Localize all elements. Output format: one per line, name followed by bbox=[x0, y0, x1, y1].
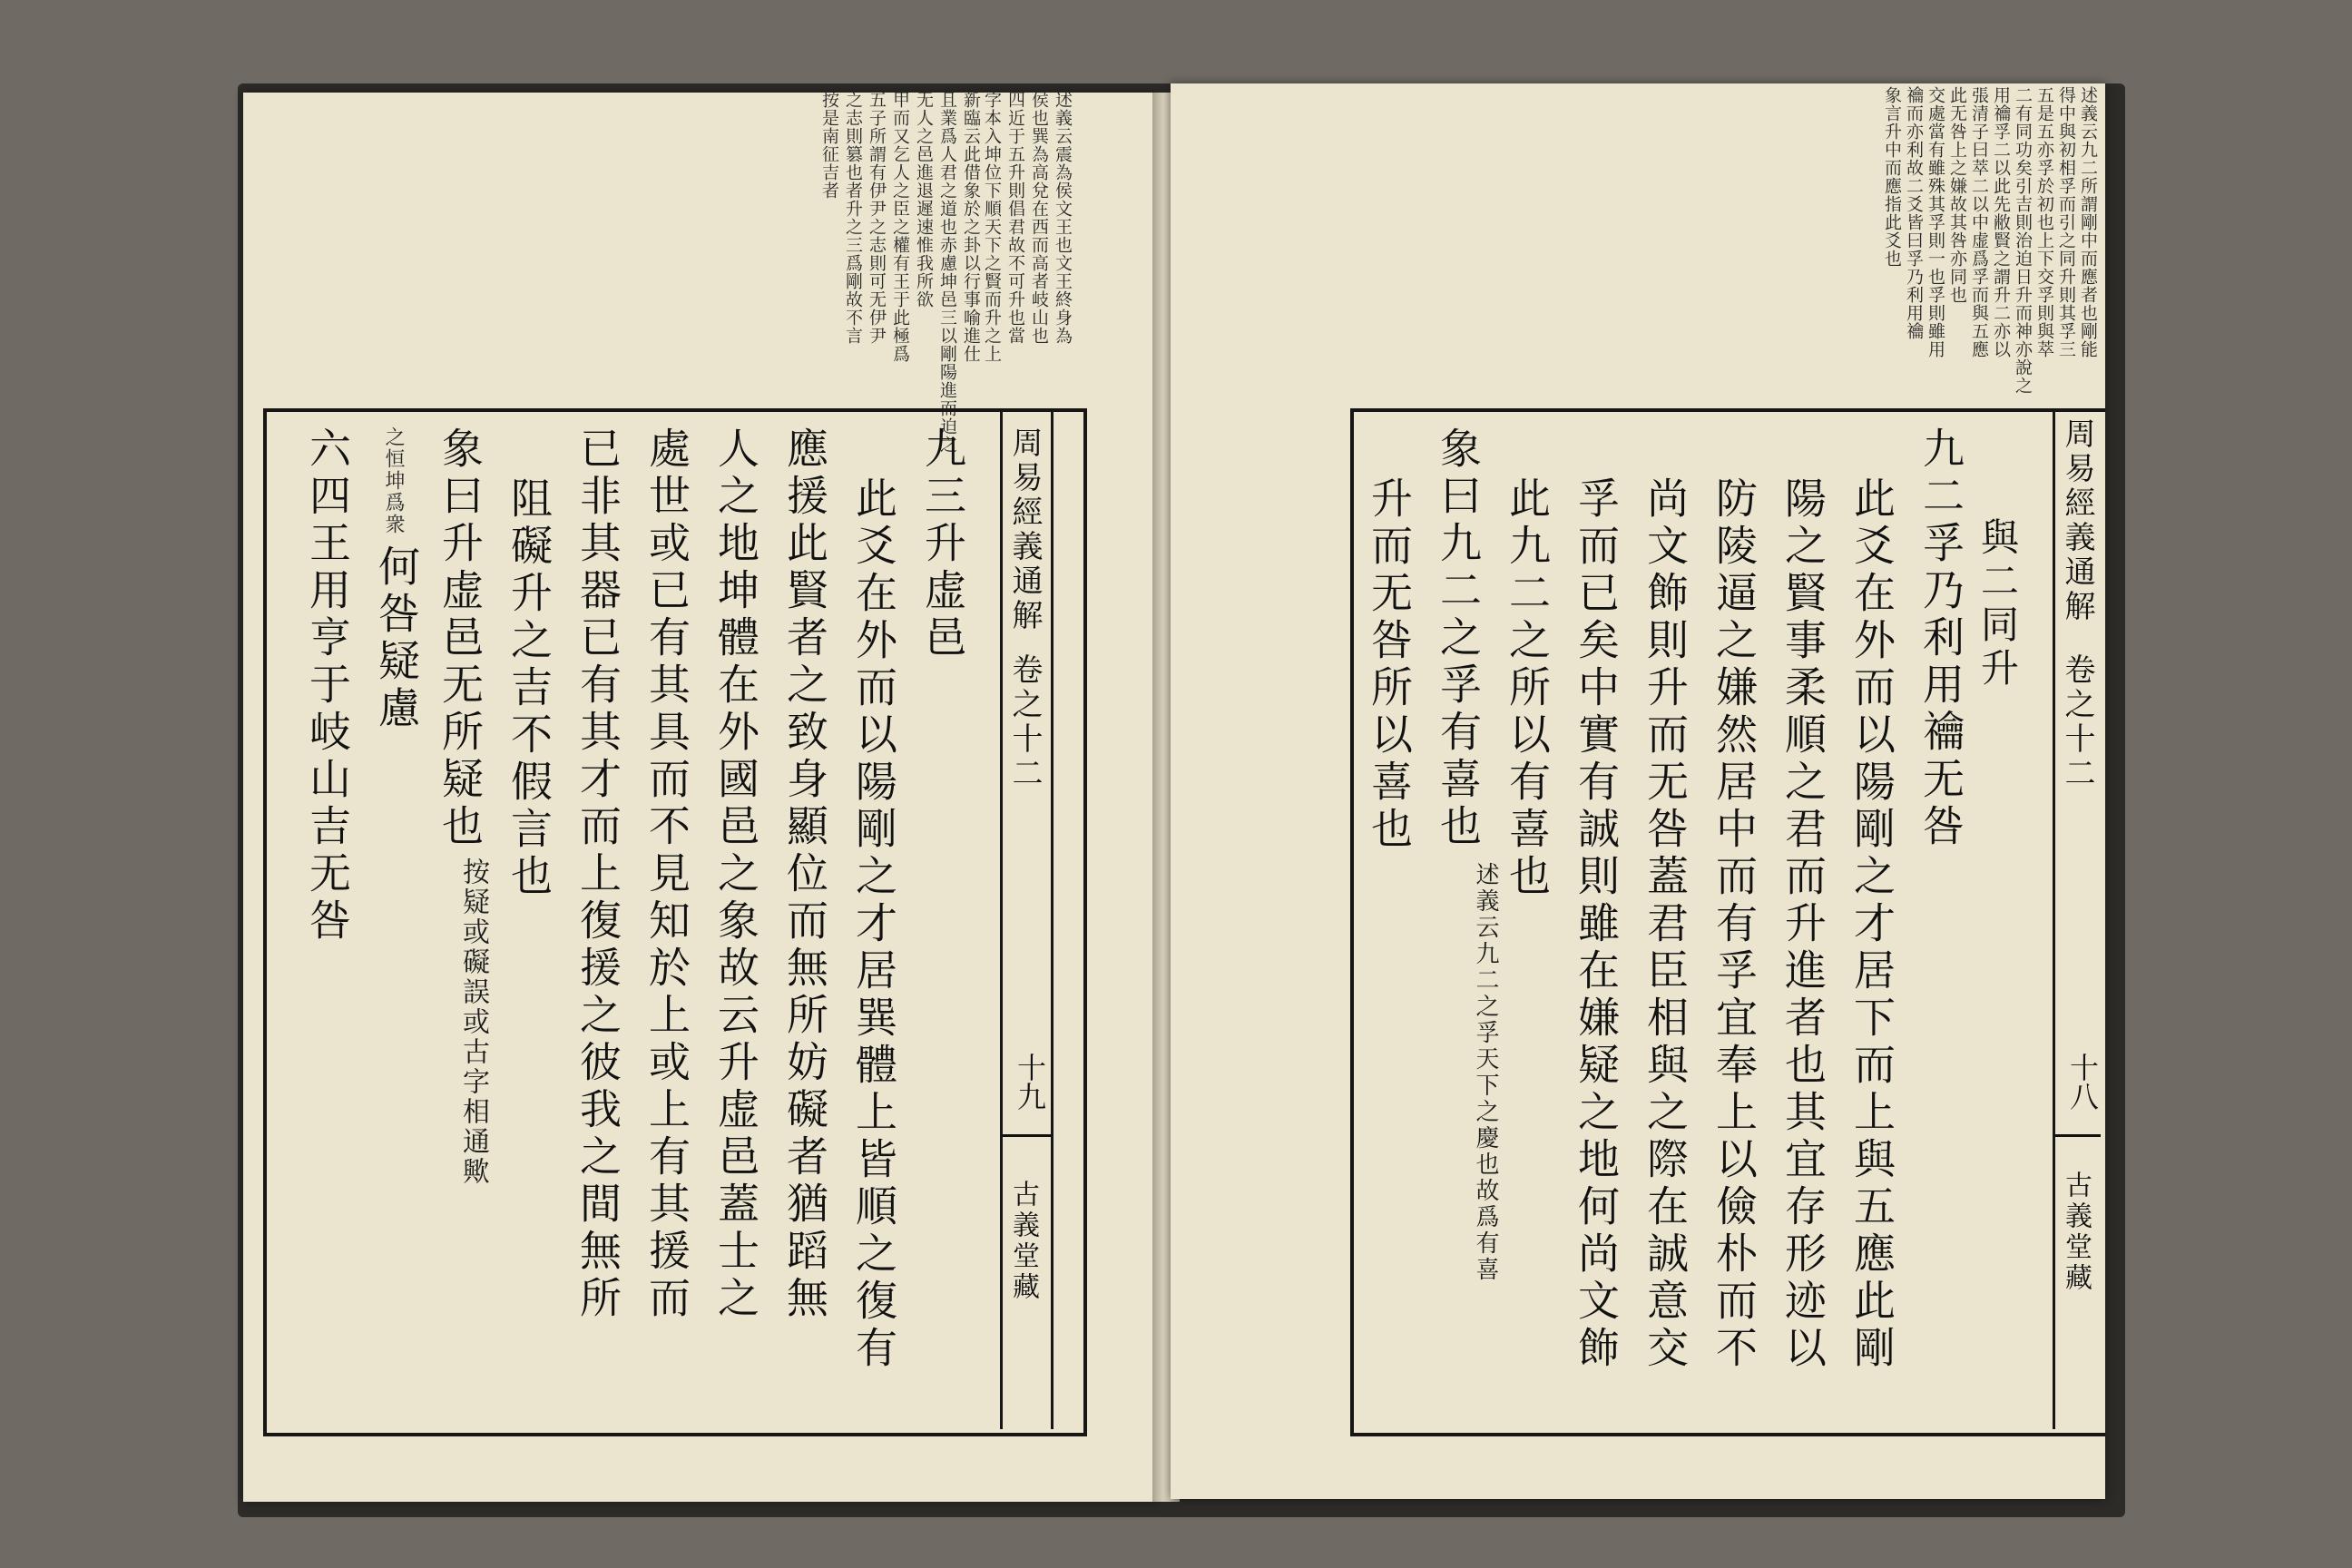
spine-volume: 卷之十二 bbox=[2059, 653, 2095, 791]
left-margin-notes-b bbox=[726, 91, 1071, 454]
margin-note: 張清子曰萃二以中虚爲孚而與五應 bbox=[1969, 86, 1989, 358]
margin-note: 新臨云此借象於之卦以行事喻進仕 bbox=[961, 91, 981, 363]
margin-note: 二有同功矣引吉則治迫日升而神亦說之 bbox=[2013, 86, 2033, 395]
fold-mark bbox=[1003, 1134, 1051, 1137]
text-column: 象曰升虚邑无所疑也 bbox=[436, 426, 485, 851]
margin-note: 此无咎上之嫌故其咎亦同也 bbox=[1947, 86, 1967, 304]
section-heading: 九三升虚邑 bbox=[918, 426, 967, 662]
text-column: 與二同升 bbox=[1975, 517, 2020, 691]
section-heading: 九二孚乃利用禴无咎 bbox=[1916, 426, 1965, 851]
margin-note: 五子所謂有伊尹之志則可无伊尹 bbox=[867, 91, 887, 345]
right-margin-notes bbox=[1633, 86, 2096, 404]
margin-note: 用禴孚二以此先敝賢之謂升二亦以 bbox=[1991, 86, 2011, 358]
page-number: 十九 bbox=[1013, 1053, 1047, 1111]
left-spine-rule-outer bbox=[1051, 412, 1054, 1429]
margin-note: 字本入坤位下順天下之賢而升之上 bbox=[982, 91, 1002, 363]
margin-note: 之志則篡也者升之三爲剛故不言 bbox=[843, 91, 863, 345]
inline-note: 按疑或礙誤或古字相通歟 bbox=[457, 858, 489, 1187]
page-number: 十八 bbox=[2065, 1053, 2100, 1111]
right-spine-rule bbox=[2053, 412, 2055, 1429]
spine-title: 周易經義通解 bbox=[2059, 417, 2095, 624]
publisher-mark: 古義堂藏 bbox=[2060, 1171, 2092, 1294]
text-column: 尚文飾則升而无咎蓋君臣相與之際在誠意交 bbox=[1641, 476, 1690, 1373]
text-column: 此爻在外而以陽剛之才居下而上與五應此剛 bbox=[1847, 476, 1896, 1373]
text-column: 人之地坤體在外國邑之象故云升虚邑蓋士之 bbox=[711, 426, 760, 1323]
spine-volume: 卷之十二 bbox=[1006, 653, 1043, 791]
margin-note: 侯也巽為高兌在西而高者岐山也 bbox=[1029, 91, 1049, 345]
text-column: 阻礙升之吉不假言也 bbox=[505, 476, 554, 901]
text-column: 六四王用亨于岐山吉无咎 bbox=[303, 426, 352, 946]
inline-note: 述義云九二之孚天下之慶也故爲有喜 bbox=[1472, 862, 1499, 1283]
text-column: 之恒坤爲衆 bbox=[382, 426, 405, 535]
left-spine-rule bbox=[1000, 412, 1003, 1429]
margin-note: 甲而又乞人之臣之權有王于此極爲 bbox=[890, 91, 910, 363]
text-column: 此九二之所以有喜也 bbox=[1503, 476, 1552, 901]
margin-note: 禴而亦利故二爻皆曰孚乃利用禴 bbox=[1904, 86, 1924, 340]
text-column: 升而无咎所以喜也 bbox=[1365, 476, 1414, 854]
margin-note: 述義云震為侯文王也文王終身為 bbox=[1053, 91, 1073, 345]
text-column: 應援此賢者之致身顯位而無所妨礙者猶蹈無 bbox=[780, 426, 829, 1323]
margin-note: 五是五亦孚於初也上下交孚則與萃 bbox=[2034, 86, 2054, 358]
margin-note: 交處當有雖殊其孚則一也孚則雖用 bbox=[1926, 86, 1945, 358]
margin-note: 无人之邑進退遲速惟我所欲 bbox=[914, 91, 934, 309]
text-column: 此爻在外而以陽剛之才居巽體上皆順之復有 bbox=[849, 476, 898, 1373]
text-column: 何咎疑慮 bbox=[372, 544, 421, 733]
margin-note: 且業爲人君之道也赤慮坤邑三以剛陽進而迫之 bbox=[937, 91, 957, 454]
text-column: 處世或已有其具而不見知於上或上有其援而 bbox=[642, 426, 691, 1323]
text-column: 陽之賢事柔順之君而升進者也其宜存形迹以 bbox=[1779, 476, 1828, 1373]
spine-title: 周易經義通解 bbox=[1006, 426, 1043, 633]
text-column: 孚而已矣中實有誠則雖在嫌疑之地何尚文飾 bbox=[1572, 476, 1621, 1373]
text-column: 象曰九二之孚有喜也 bbox=[1434, 426, 1483, 851]
margin-note: 按是南征吉者 bbox=[819, 91, 839, 200]
margin-note: 述義云九二所謂剛中而應者也剛能 bbox=[2078, 86, 2098, 358]
margin-note: 四近于五升則倡君故不可升也當 bbox=[1005, 91, 1025, 345]
margin-note: 得中與初相孚而引之同升則其孚三 bbox=[2056, 86, 2076, 358]
publisher-mark: 古義堂藏 bbox=[1007, 1180, 1039, 1303]
text-column: 已非其器已有其才而上復援之彼我之間無所 bbox=[573, 426, 622, 1323]
text-column: 防陵逼之嫌然居中而有孚宜奉上以儉朴而不 bbox=[1710, 476, 1759, 1373]
margin-note: 象言升中而應指此爻也 bbox=[1882, 86, 1902, 268]
fold-mark bbox=[2055, 1134, 2101, 1137]
